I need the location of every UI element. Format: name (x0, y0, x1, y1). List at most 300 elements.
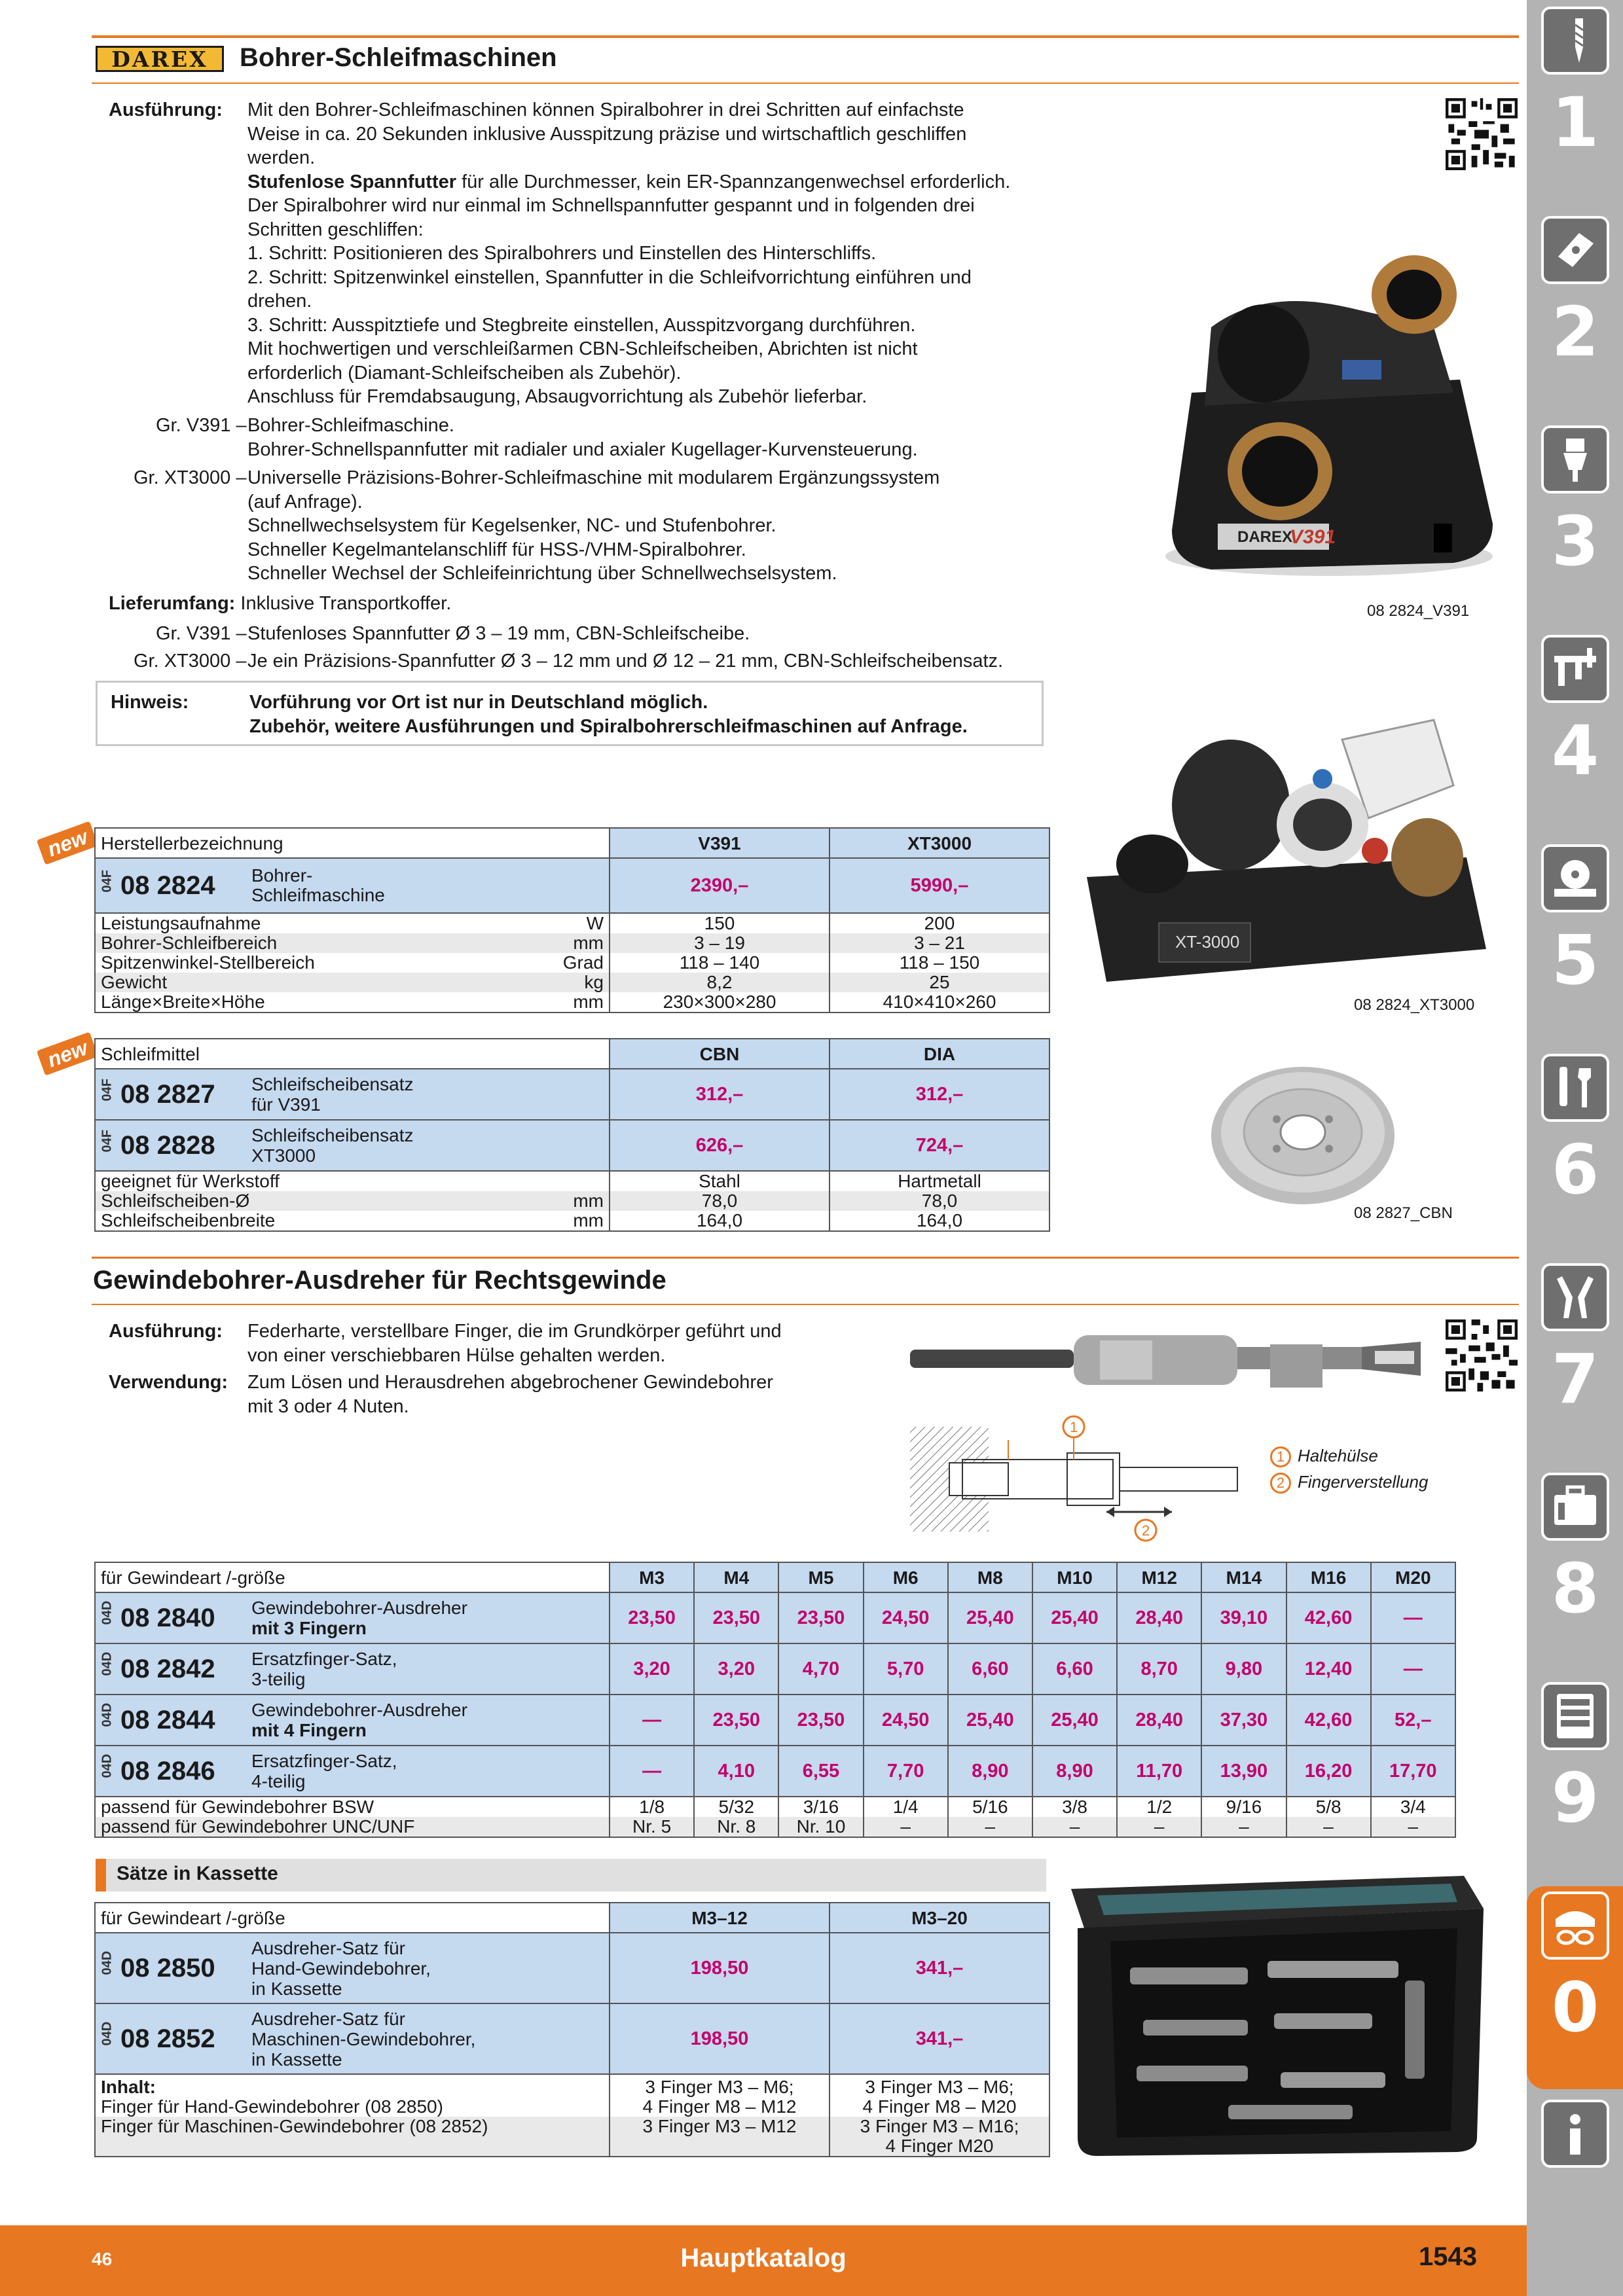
article-number[interactable]: 08 2842 (120, 1654, 215, 1683)
article-cell (95, 1120, 610, 1171)
caption-xt3000: 08 2824_XT3000 (1354, 996, 1475, 1014)
spec-value: Stahl (610, 1171, 830, 1191)
desc-line: in Kassette (251, 1978, 342, 1999)
tool-case-image (1058, 1869, 1490, 2157)
subhead-title: Sätze in Kassette (117, 1863, 278, 1884)
label-liefer-v391: Gr. V391 – (156, 623, 247, 644)
header-cell: M3–20 (830, 1903, 1049, 1933)
darex-logo: DAREX (96, 46, 224, 72)
spec-value: 3/8 (1032, 1797, 1117, 1817)
table-row (95, 858, 1049, 913)
header-cell: M4 (694, 1562, 778, 1592)
desc-line: 3-teilig (251, 1669, 306, 1689)
price-cell: 7,70 (864, 1746, 948, 1797)
price-cell: — (610, 1746, 694, 1797)
chapter-tab-4[interactable] (1535, 630, 1616, 833)
spec-value: Hartmetall (830, 1171, 1049, 1191)
desc-line: mit 3 Fingern (251, 1618, 367, 1638)
text-line: Der Spiralbohrer wird nur einmal im Schnellspannfutter gespannt und in folgenden drei (247, 195, 975, 216)
price-cell: 23,50 (694, 1592, 778, 1643)
chapter-tab-0[interactable] (1527, 1886, 1623, 2089)
verwendung-text (247, 1371, 837, 1418)
desc-line: Ersatzfinger-Satz, (251, 1751, 397, 1771)
text-line: Weise in ca. 20 Sekunden inklusive Ausspitzung präzise und wirtschaftlich geschliffen (247, 123, 967, 145)
chapter-tab-6[interactable] (1535, 1049, 1616, 1251)
table-row (95, 1191, 1049, 1211)
title-underline (92, 1304, 1519, 1305)
article-number[interactable]: 08 2827 (120, 1079, 215, 1109)
caption-v391: 08 2824_V391 (1367, 602, 1470, 620)
price-cell: 3,20 (694, 1643, 778, 1695)
drill-icon (1541, 7, 1609, 75)
spec-label (95, 913, 610, 933)
article-number[interactable]: 08 2828 (120, 1130, 215, 1160)
xt3000-text (247, 466, 1066, 586)
spec-value: 164,0 (610, 1211, 830, 1231)
table-gewindebohrer-ausdreher (94, 1562, 1456, 1838)
spec-label (95, 1171, 610, 1191)
lieferumfang (109, 592, 451, 616)
product-code: 04D (100, 1753, 115, 1778)
spec-unit: mm (573, 1191, 604, 1211)
header-cell: M8 (948, 1562, 1032, 1592)
text-line: Zum Lösen und Herausdrehen abgebrochener Gewindebohrer (247, 1372, 773, 1393)
article-cell (95, 1592, 610, 1643)
spec-unit: Grad (562, 952, 604, 973)
text-line: mit 3 oder 4 Nuten. (247, 1395, 409, 1417)
price-cell: 724,– (830, 1120, 1049, 1171)
price-cell: 341,– (830, 1933, 1049, 2003)
liefer-xt3000-text: Je ein Präzisions-Spannfutter Ø 3 – 12 mm und Ø 12 – 21 mm, CBN-Schleifscheibensatz. (247, 651, 1004, 672)
new-badge: new (37, 821, 98, 865)
table-row (95, 1643, 1455, 1695)
header-cell: für Gewindeart /-größe (95, 1562, 610, 1592)
spec-name: Gewicht (101, 972, 168, 992)
toolbox-icon (1541, 1473, 1609, 1541)
spec-value: 118 – 140 (610, 953, 830, 973)
header-cell: V391 (610, 828, 830, 858)
price-cell: 25,40 (948, 1695, 1032, 1746)
spec-label (95, 992, 610, 1013)
header-cell: Schleifmittel (95, 1039, 610, 1069)
price-cell: 5990,– (830, 858, 1049, 913)
liefer-v391-text: Stufenloses Spannfutter Ø 3 – 19 mm, CBN-Schleifscheibe. (247, 623, 750, 644)
article-desc (251, 1598, 467, 1638)
text-line: von einer verschiebbaren Hülse gehalten werden. (247, 1344, 666, 1366)
table-row (95, 1211, 1049, 1231)
table-row (95, 933, 1049, 953)
spec-value: – (1032, 1817, 1117, 1837)
inhalt-line: 3 Finger M3 – M6; (865, 2077, 1014, 2097)
price-cell: 39,10 (1201, 1592, 1286, 1643)
price-cell: 3,20 (610, 1643, 694, 1695)
price-cell: 52,– (1371, 1695, 1455, 1746)
price-cell: 4,10 (694, 1746, 778, 1797)
table-row (95, 1817, 1455, 1837)
price-cell: 11,70 (1117, 1746, 1201, 1797)
legend-text: Haltehülse (1298, 1446, 1378, 1465)
price-cell: 24,50 (864, 1695, 948, 1746)
inhalt-label: Inhalt: (101, 2077, 156, 2097)
product-code: 04D (100, 1702, 115, 1727)
article-cell (95, 858, 610, 913)
header-cell: Herstellerbezeichnung (95, 828, 610, 858)
spec-value: 1/4 (864, 1797, 948, 1817)
price-cell: — (1371, 1592, 1455, 1643)
desc-line: mit 4 Fingern (251, 1720, 367, 1740)
inhalt-line: 3 Finger M3 – M12 (642, 2116, 797, 2136)
lieferumfang-text: Inklusive Transportkoffer. (240, 593, 452, 614)
article-number[interactable]: 08 2844 (120, 1705, 215, 1734)
article-number[interactable]: 08 2846 (120, 1756, 215, 1785)
machine-v391-image (1152, 249, 1506, 589)
text-line: erforderlich (Diamant-Schleifscheiben als Zubehör). (247, 362, 682, 384)
text-line: Zubehör, weitere Ausführungen und Spiralbohrerschleifmaschinen auf Anfrage. (249, 715, 968, 737)
spannfutter-rest: für alle Durchmesser, kein ER-Spannzangenwechsel erforderlich. (456, 171, 1011, 192)
spec-name: Spitzenwinkel-Stellbereich (101, 952, 315, 973)
chapter-number: 5 (1551, 920, 1599, 1000)
text-line: Bohrer-Schnellspannfutter mit radialer und axialer Kugellager-Kurvensteuerung. (247, 439, 918, 460)
spec-value: 9/16 (1201, 1797, 1286, 1817)
header-cell: M3–12 (610, 1903, 830, 1933)
inhalt-item-label: Finger für Hand-Gewindebohrer (08 2850) (101, 2096, 443, 2117)
text-line: Vorführung vor Ort ist nur in Deutschland möglich. (249, 692, 708, 713)
product-code: 04D (100, 1950, 115, 1975)
text-line: Mit den Bohrer-Schleifmaschinen können Spiralbohrer in drei Schritten auf einfachste (247, 99, 964, 120)
spec-label (95, 1191, 610, 1211)
inhalt-line: 3 Finger M3 – M16; (860, 2116, 1019, 2136)
spec-unit: kg (584, 972, 604, 992)
new-badge: new (37, 1031, 98, 1075)
spec-label: passend für Gewindebohrer UNC/UNF (95, 1817, 610, 1837)
header-cell: für Gewindeart /-größe (95, 1903, 610, 1933)
spec-name: Schleifscheibenbreite (101, 1210, 276, 1230)
spec-unit: mm (573, 992, 604, 1012)
text-line: Schneller Wechsel der Schleifeinrichtung über Schnellwechselsystem. (247, 563, 837, 584)
price-cell: 23,50 (778, 1592, 863, 1643)
article-number[interactable]: 08 2852 (120, 2024, 215, 2053)
product-code: 04D (100, 1651, 115, 1676)
chapter-tab-1[interactable] (1535, 1, 1616, 204)
article-desc (251, 1649, 397, 1689)
chapter-number: 2 (1551, 292, 1599, 372)
text-line: Federharte, verstellbare Finger, die im Grundkörper geführt und (247, 1321, 782, 1342)
article-desc (251, 1125, 413, 1166)
safety-icon (1541, 1892, 1609, 1960)
header-cell: M3 (610, 1562, 694, 1592)
spec-label (95, 1211, 610, 1231)
qr-code[interactable] (1446, 98, 1518, 170)
section-title-gewinde: Gewindebohrer-Ausdreher für Rechtsgewinde (93, 1266, 666, 1295)
legend-number: 2 (1270, 1473, 1291, 1494)
label-xt3000: Gr. XT3000 – (134, 467, 247, 488)
article-desc (251, 1074, 413, 1115)
spec-value: 200 (830, 913, 1049, 933)
price-cell: 17,70 (1371, 1746, 1455, 1797)
article-desc (251, 2009, 475, 2070)
product-code: 04D (100, 2021, 115, 2045)
spec-value: 3 – 19 (610, 933, 830, 953)
article-cell (95, 1643, 610, 1695)
spec-label (95, 933, 610, 953)
ausfuehrung-text (247, 98, 1066, 409)
callout-1: 1 (1070, 1419, 1078, 1435)
spec-value: – (948, 1817, 1032, 1837)
price-cell: 8,90 (1032, 1746, 1117, 1797)
inhalt-line: 3 Finger M3 – M6; (645, 2077, 794, 2097)
desc-line: Schleifmaschine (251, 885, 385, 905)
machine-xt-label: XT-3000 (1175, 932, 1240, 952)
price-cell: 312,– (610, 1069, 830, 1120)
qr-code[interactable] (1446, 1319, 1518, 1391)
inhalt-line: 4 Finger M8 – M12 (642, 2096, 797, 2117)
text-line: Bohrer-Schleifmaschine. (247, 415, 454, 436)
label-liefer-xt3000: Gr. XT3000 – (134, 651, 247, 672)
article-desc (251, 1700, 467, 1740)
spec-value: 230×300×280 (610, 992, 830, 1013)
price-cell: 24,50 (864, 1592, 948, 1643)
spec-value: 8,2 (610, 973, 830, 992)
spec-value: – (864, 1817, 948, 1837)
inhalt-label-cell (95, 2074, 610, 2117)
table-header-row (95, 1903, 1049, 1933)
price-cell: 13,90 (1201, 1746, 1286, 1797)
price-cell: 23,50 (778, 1695, 863, 1746)
text-line: Schnellwechselsystem für Kegelsenker, NC- und Stufenbohrer. (247, 515, 776, 536)
desc-line: für V391 (251, 1094, 321, 1115)
spec-value: 5/8 (1286, 1797, 1371, 1817)
desc-line: Gewindebohrer-Ausdreher (251, 1700, 467, 1720)
spec-value: 3/16 (778, 1797, 863, 1817)
spec-unit: mm (573, 1210, 604, 1230)
desc-line: Maschinen-Gewindebohrer, (251, 2028, 476, 2049)
spannfutter-bold: Stufenlose Spannfutter (247, 171, 457, 192)
table-row (95, 2074, 1049, 2117)
header-cell: M14 (1201, 1562, 1286, 1592)
text-line: Schritten geschliffen: (247, 219, 424, 240)
spec-label (95, 973, 610, 992)
spec-name: Schleifscheiben-Ø (101, 1191, 250, 1211)
hinweis-text (249, 691, 1035, 738)
label-lieferumfang: Lieferumfang: (109, 593, 236, 614)
article-cell (95, 1695, 610, 1746)
text-line: drehen. (247, 291, 312, 312)
header-cell: M6 (864, 1562, 948, 1592)
product-code: 04F (100, 869, 115, 892)
spec-value: 78,0 (830, 1191, 1049, 1211)
text-line: Schneller Kegelmantelanschliff für HSS-/VHM-Spiralbohrer. (247, 539, 746, 560)
table-row (95, 913, 1049, 933)
chapter-number: 8 (1551, 1549, 1599, 1628)
spec-name: Länge×Breite×Höhe (101, 992, 265, 1012)
label-ausfuehrung: Ausführung: (109, 1321, 223, 1342)
chapter-tab-bar (1527, 0, 1623, 2296)
holder-icon (1541, 425, 1609, 493)
table-schleifscheiben (94, 1038, 1050, 1232)
text-line (247, 170, 1066, 194)
desc-line: Bohrer- (251, 865, 313, 886)
table-saetze-kassette (94, 1902, 1050, 2157)
spec-value: 1/2 (1117, 1797, 1201, 1817)
price-cell: 28,40 (1117, 1695, 1201, 1746)
footer-page-left: 46 (92, 2249, 113, 2269)
inhalt-line: 4 Finger M8 – M20 (862, 2096, 1017, 2117)
header-cell: M10 (1032, 1562, 1117, 1592)
table-row (95, 1120, 1049, 1171)
inhalt-line: 4 Finger M20 (885, 2136, 994, 2156)
article-desc (251, 1751, 397, 1791)
text-line: 2. Schritt: Spitzenwinkel einstellen, Spannfutter in die Schleifvorrichtung einführen und (247, 266, 972, 288)
price-cell: 42,60 (1286, 1592, 1371, 1643)
chapter-tab-2[interactable] (1535, 211, 1616, 414)
inhalt-value (610, 2074, 830, 2117)
chapter-tab-8[interactable] (1535, 1467, 1616, 1670)
footer-page-number: 1543 (1419, 2242, 1477, 2271)
header-cell: M5 (778, 1562, 863, 1592)
legend-item (1270, 1443, 1428, 1469)
spec-value: Nr. 5 (610, 1817, 694, 1837)
spec-value: 150 (610, 913, 830, 933)
spec-value: – (1117, 1817, 1201, 1837)
inhalt-value (610, 2117, 830, 2157)
table-row (95, 1592, 1455, 1643)
machine-model-label: V391 (1290, 526, 1336, 548)
price-cell: 341,– (830, 2003, 1049, 2074)
header-cell: M20 (1371, 1562, 1455, 1592)
chapter-tab-5[interactable] (1535, 839, 1616, 1042)
desc-line: Ausdreher-Satz für (251, 1937, 405, 1958)
chapter-number: 3 (1551, 501, 1599, 581)
saw-icon (1541, 844, 1609, 912)
wrench-icon (1541, 1054, 1609, 1122)
legend-number: 1 (1270, 1446, 1291, 1467)
tap-extractor-diagram (910, 1414, 1303, 1545)
label-v391: Gr. V391 – (156, 415, 247, 436)
desc-line: Hand-Gewindebohrer, (251, 1958, 431, 1979)
article-number[interactable]: 08 2824 (120, 870, 215, 900)
price-cell: 4,70 (778, 1643, 863, 1695)
price-cell: 6,60 (948, 1643, 1032, 1695)
callout-2: 2 (1142, 1522, 1150, 1539)
tap-extractor-image (903, 1322, 1427, 1407)
chapter-tab-9[interactable] (1535, 1677, 1616, 1880)
spec-value: – (1371, 1817, 1455, 1837)
page-footer (0, 2225, 1527, 2296)
price-cell: 9,80 (1201, 1643, 1286, 1695)
price-cell: 28,40 (1117, 1592, 1201, 1643)
text-line: Mit hochwertigen und verschleißarmen CBN-Schleifscheiben, Abrichten ist nicht (247, 338, 918, 359)
spec-value: 1/8 (610, 1797, 694, 1817)
price-cell: 198,50 (610, 1933, 830, 2003)
spec-value: 410×410×260 (830, 992, 1049, 1013)
table-row (95, 973, 1049, 992)
spec-unit: W (586, 913, 604, 933)
cabinet-icon (1541, 1682, 1609, 1750)
price-cell: — (610, 1695, 694, 1746)
table-row (95, 2117, 1049, 2157)
label-hinweis: Hinweis: (111, 692, 189, 713)
desc-line: Ersatzfinger-Satz, (251, 1649, 397, 1669)
table-row (95, 1171, 1049, 1191)
header-cell: DIA (830, 1039, 1049, 1069)
footer-title: Hauptkatalog (680, 2244, 847, 2272)
price-cell: 25,40 (1032, 1592, 1117, 1643)
subhead-saetze (96, 1859, 1046, 1892)
article-number[interactable]: 08 2840 (120, 1603, 215, 1632)
article-number[interactable]: 08 2850 (120, 1953, 215, 1982)
header-cell: M12 (1117, 1562, 1201, 1592)
spec-value: – (1201, 1817, 1286, 1837)
article-desc (251, 866, 385, 905)
inhalt-item-label: Finger für Maschinen-Gewindebohrer (08 2852) (95, 2117, 610, 2157)
desc-line: Ausdreher-Satz für (251, 2008, 405, 2029)
price-cell: 6,60 (1032, 1643, 1117, 1695)
subhead-accent (96, 1859, 106, 1892)
text-line: 1. Schritt: Positionieren des Spiralbohrers und Einstellen des Hinterschliffs. (247, 243, 877, 264)
desc-line: Gewindebohrer-Ausdreher (251, 1598, 467, 1618)
table-header-row (95, 828, 1049, 858)
price-cell: 42,60 (1286, 1695, 1371, 1746)
chapter-number: 7 (1551, 1339, 1599, 1419)
chapter-tab-3[interactable] (1535, 420, 1616, 623)
chapter-number: 0 (1551, 1967, 1599, 2047)
spec-unit: mm (573, 933, 604, 953)
v391-text (247, 414, 1066, 461)
table-row (95, 1797, 1455, 1817)
caliper-icon (1541, 635, 1609, 703)
spec-value: 118 – 150 (830, 953, 1049, 973)
spec-value: 164,0 (830, 1211, 1049, 1231)
label-verwendung: Verwendung: (109, 1372, 228, 1393)
price-cell: 37,30 (1201, 1695, 1286, 1746)
desc-line: in Kassette (251, 2049, 342, 2070)
spec-name: geeignet für Werkstoff (101, 1171, 280, 1191)
table-header-row (95, 1039, 1049, 1069)
desc-line: XT3000 (251, 1145, 316, 1166)
section-divider (92, 1257, 1519, 1259)
price-cell: 2390,– (610, 858, 830, 913)
legend-text: Fingerverstellung (1298, 1472, 1429, 1492)
spec-value: Nr. 10 (778, 1817, 863, 1837)
table-header-row (95, 1562, 1455, 1592)
spec-label: passend für Gewindebohrer BSW (95, 1797, 610, 1817)
price-cell: 12,40 (1286, 1643, 1371, 1695)
text-line: 3. Schritt: Ausspitztiefe und Stegbreite einstellen, Ausspitzvorgang durchführen. (247, 314, 916, 336)
chapter-number: 1 (1551, 82, 1599, 162)
price-cell: 25,40 (1032, 1695, 1117, 1746)
title-underline (92, 82, 1519, 84)
info-icon (1541, 2100, 1609, 2168)
table-row (95, 1746, 1455, 1797)
text-line: Anschluss für Fremdabsaugung, Absaugvorrichtung als Zubehör lieferbar. (247, 386, 867, 407)
price-cell: 626,– (610, 1120, 830, 1171)
price-cell: 5,70 (864, 1643, 948, 1695)
chapter-tab-i[interactable] (1535, 2094, 1616, 2179)
chapter-tab-7[interactable] (1535, 1258, 1616, 1461)
price-cell: 198,50 (610, 2003, 830, 2074)
header-cell: M16 (1286, 1562, 1371, 1592)
spec-name: Bohrer-Schleifbereich (101, 933, 278, 953)
hinweis-box (96, 681, 1044, 746)
section-divider (92, 35, 1519, 38)
text-line: Universelle Präzisions-Bohrer-Schleifmaschine mit modularem Ergänzungssystem (247, 467, 940, 488)
machine-xt3000-image (1061, 713, 1519, 988)
price-cell: 25,40 (948, 1592, 1032, 1643)
text-line: werden. (247, 147, 316, 168)
table-row (95, 1069, 1049, 1120)
inhalt-value (830, 2117, 1049, 2157)
table-row (95, 1933, 1049, 2003)
